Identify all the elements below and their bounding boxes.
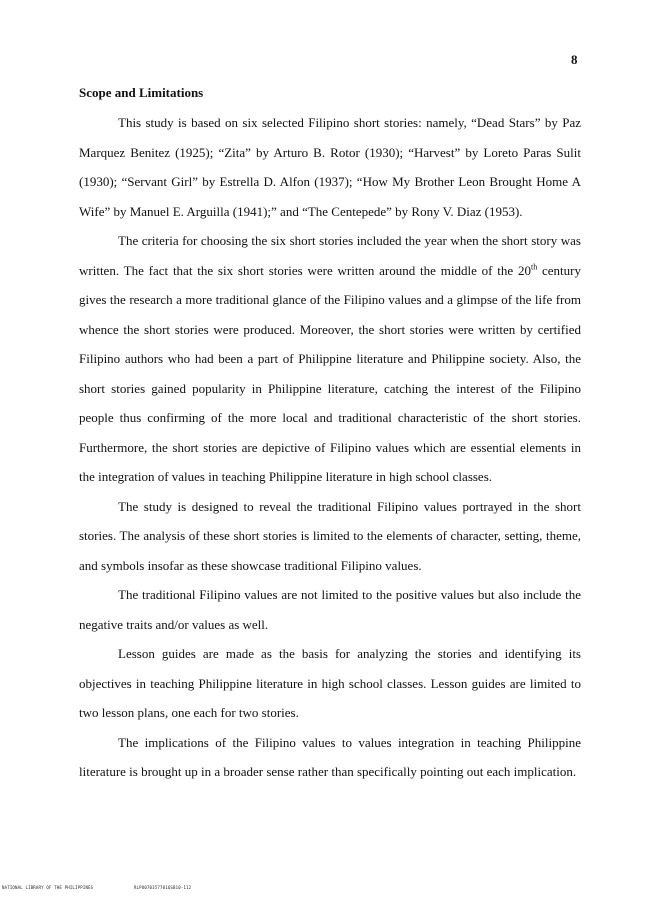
library-name: NATIONAL LIBRARY OF THE PHILIPPINES: [2, 885, 94, 890]
document-code: RLPO0703577016SB10-112: [133, 885, 192, 890]
body-text: [79, 108, 581, 787]
paragraph-lesson-guides: Lesson guides are made as the basis for analyzing the stories and identifying its objectives in teaching Philippine literature in high school classes. Lesson guides are limited to two lesson plans, one each for two stories.: [79, 646, 581, 720]
page-number: 8: [571, 52, 578, 67]
paragraph-criteria: [79, 226, 581, 492]
paragraph-scope: This study is based on six selected Filipino short stories: namely, “Dead Stars” by Paz Marquez Benitez (1925); “Zita” by Arturo B. Rotor (1930); “Harvest” by Loreto Paras Sulit (1930); “Servant Girl” by Estrella D. Alfon (1937); “How My Brother Leon Brought Home A Wife” by Manuel E. Arguilla (1941);” and “The Centepede” by Rony V. Diaz (1953).: [79, 115, 581, 219]
library-stamp: [2, 885, 191, 890]
paragraph-values: The traditional Filipino values are not limited to the positive values but also include the negative traits and/or values as well.: [79, 587, 581, 632]
paragraph-implications: The implications of the Filipino values to values integration in teaching Philippine literature is brought up in a broader sense rather than specifically pointing out each implication.: [79, 734, 581, 779]
criteria-text-after: century gives the research a more traditional glance of the Filipino values and a glimpse of the life from whence the short stories were produced. Moreover, the short stories were written by certified Filipino authors who had been a part of Philippine literature and Philippine society. Also, the short stories gained popularity in Philippine literature, catching the interest of the Filipino people thus confirming of the more local and traditional characteristic of the short stories. Furthermore, the short stories are depictive of Filipino values which are essential elements in the integration of values in teaching Philippine literature in high school classes.: [79, 262, 581, 484]
ordinal-superscript: th: [530, 262, 538, 272]
section-heading: Scope and Limitations: [79, 85, 204, 100]
paragraph-design: The study is designed to reveal the traditional Filipino values portrayed in the short stories. The analysis of these short stories is limited to the elements of character, setting, theme, and symbols insofar as these showcase traditional Filipino values.: [79, 498, 581, 573]
criteria-text-before: The criteria for choosing the six short stories included the year when the short story was written. The fact that the six short stories were written around the middle of the 20: [79, 233, 581, 278]
